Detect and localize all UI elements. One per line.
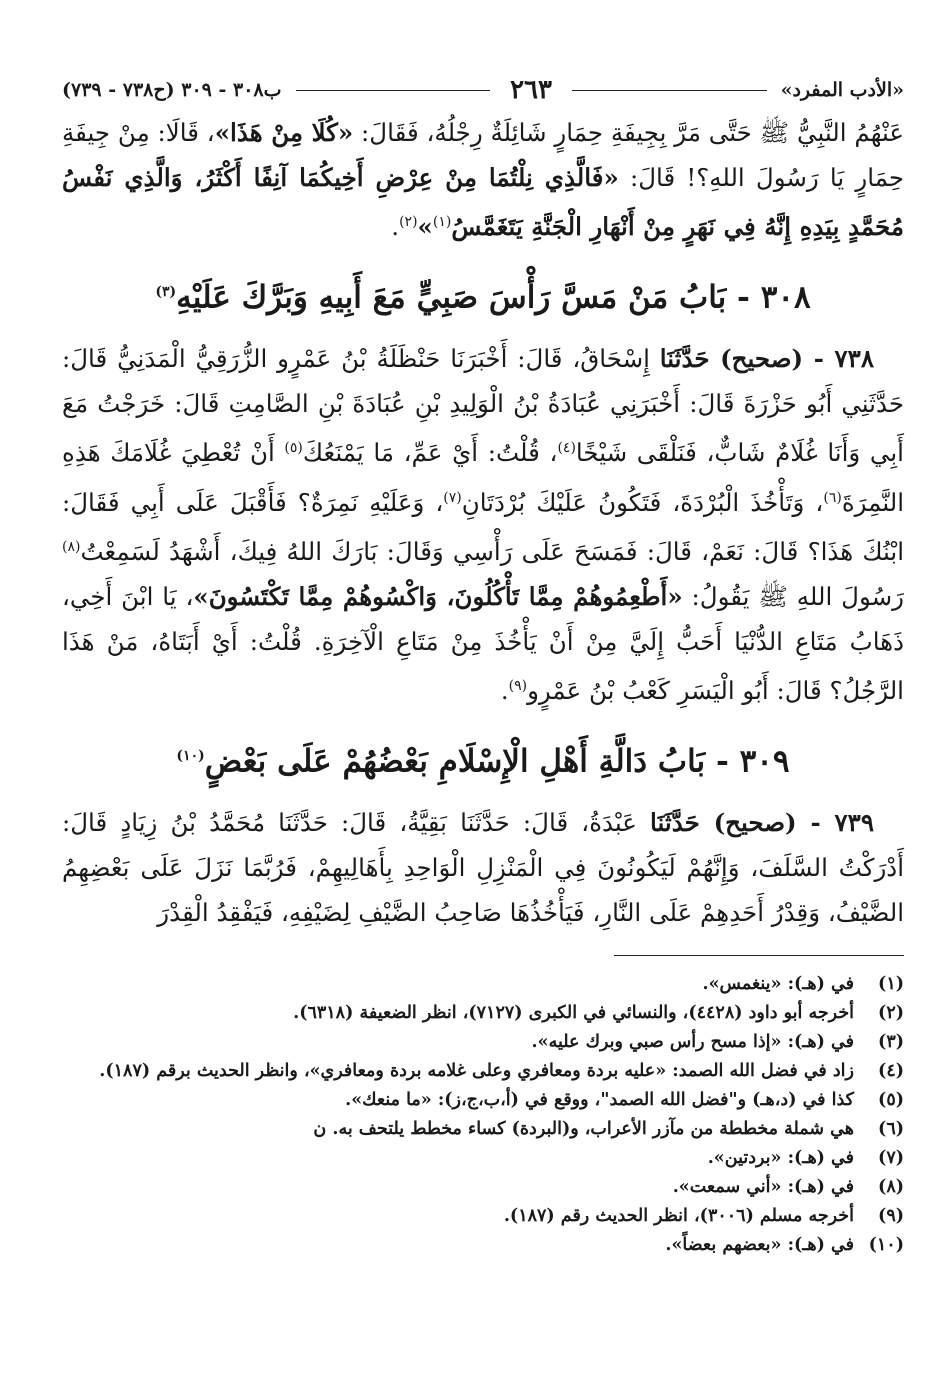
footnote-item: (٩) أخرجه مسلم (٣٠٠٦)، انظر الحديث رقم (١٨٧). bbox=[503, 1206, 904, 1227]
chapter-hadith-range: ب٣٠٨ - ٣٠٩ (ح٧٣٨ - ٧٣٩) bbox=[61, 79, 282, 101]
main-text bbox=[62, 110, 904, 935]
footnote-ref-10[interactable]: (١٠) bbox=[176, 748, 205, 765]
page-number: ٢٦٣ bbox=[510, 75, 552, 105]
footnotes bbox=[62, 970, 904, 1260]
footnote-ref-7[interactable]: (٧) bbox=[443, 489, 462, 506]
chapter-heading-308: ٣٠٨ - بَابُ مَنْ مَسَّ رَأْسَ صَبِيٍّ مَعَ أَبِيهِ وَبَرَّكَ عَلَيْهِ$^{(٣)}$ bbox=[155, 279, 811, 316]
footnote-item: (٨) في (هـ): «أني سمعت». bbox=[672, 1177, 904, 1198]
page bbox=[62, 70, 904, 1260]
footnote-ref-5[interactable]: (٥) bbox=[284, 440, 303, 457]
book-title: «الأدب المفرد» bbox=[780, 79, 904, 101]
footnote-separator bbox=[614, 955, 904, 956]
footnote-item: (٦) هي شملة مخططة من مآزر الأعراب، و(البردة) كساء مخطط يلتحف به. ن bbox=[313, 1119, 904, 1140]
footnote-ref-9[interactable]: (٩) bbox=[508, 677, 528, 694]
footnote-item: (٧) في (هـ): «بردتين». bbox=[707, 1148, 904, 1169]
footnote-item: (٢) أخرجه أبو داود (٤٤٢٨)، والنسائي في الكبرى (٧١٢٧)، انظر الضعيفة (٦٣١٨). bbox=[293, 1003, 904, 1024]
running-header bbox=[62, 70, 904, 110]
footnote-item: (١٠) في (هـ): «بعضهم بعضاً». bbox=[665, 1235, 904, 1256]
footnote-ref-4[interactable]: (٤) bbox=[557, 440, 576, 457]
footnote-ref-1[interactable]: (١) bbox=[432, 214, 452, 230]
header-rule-left bbox=[296, 90, 491, 91]
hadith-739: ٧٣٩ - (صحيح) حَدَّثَنَا عَبْدَةُ، قَالَ: حَدَّثَنَا بَقِيَّةُ، قَالَ: حَدَّثَنَا مُحَمَّدُ بْنُ زِيَادٍ قَالَ: أَدْرَكْتُ السَّلَفَ، وَإِنَّهُمْ لَيَكُونُونَ فِي الْمَنْزِلِ الْوَاحِدِ بِأَهَالِيهِمْ، فَرُبَّمَا نَزَلَ عَلَى بَعْضِهِمُ الضَّيْفُ، وَقِدْرُ أَحَدِهِمْ عَلَى النَّارِ، فَيَأْخُذُهَا صَاحِبُ الضَّيْفِ لِضَيْفِهِ، فَيَفْقِدُ الْقِدْرَ bbox=[62, 808, 904, 928]
footnote-item: (٥) كذا في (د،هـ) و"فضل الله الصمد"، ووقع في (أ،ب،ج،ز): «ما منعك». bbox=[345, 1090, 904, 1111]
footnote-ref-8[interactable]: (٨) bbox=[62, 538, 81, 555]
footnote-ref-3[interactable]: (٣) bbox=[155, 284, 177, 301]
chapter-heading-309: ٣٠٩ - بَابُ دَالَّةِ أَهْلِ الْإِسْلَامِ بَعْضُهُمْ عَلَى بَعْضٍ$^{(١٠)}$ bbox=[176, 743, 790, 780]
footnote-item: (٤) زاد في فضل الله الصمد: «عليه بردة ومعافري وعلى غلامه بردة ومعافري»، وانظر الحديث برقم (١٨٧). bbox=[99, 1061, 904, 1082]
footnote-ref-6[interactable]: (٦) bbox=[823, 489, 842, 506]
header-rule-right bbox=[572, 90, 767, 91]
hadith-738: ٧٣٨ - (صحيح) حَدَّثَنَا إِسْحَاقُ، قَالَ: أَخْبَرَنَا حَنْظَلَةُ بْنُ عَمْرٍو الزُّرَقِيُّ الْمَدَنِيُّ قَالَ: حَدَّثَنِي أَبُو حَزْرَةَ قَالَ: أَخْبَرَنِي عُبَادَةُ بْنُ الْوَلِيدِ بْنِ عُبَادَةَ بْنِ الصَّامِتِ قَالَ: خَرَجْتُ مَعَ أَبِي وَأَنَا غُلَامٌ شَابٌّ، فَنَلْقَى شَيْخًا$^{(٤)}$، قُلْتُ: أَيْ عَمِّ، مَا يَمْنَعُكَ$^{(٥)}$ أَنْ تُعْطِيَ غُلَامَكَ هَذِهِ النَّمِرَةَ$^{(٦)}$، وَتَأْخُذَ الْبُرْدَةَ، فَتَكُونُ عَلَيْكَ بُرْدَتَانِ$^{(٧)}$، وَعَلَيْهِ نَمِرَةٌ؟ فَأَقْبَلَ عَلَى أَبِي فَقَالَ: ابْنُكَ هَذَا؟ قَالَ: نَعَمْ، قَالَ: فَمَسَحَ عَلَى رَأْسِي وَقَالَ: بَارَكَ اللهُ فِيكَ، أَشْهَدُ لَسَمِعْتُ$^{(٨)}$ رَسُولَ اللهِ ﷺ يَقُولُ: «أَطْعِمُوهُمْ مِمَّا تَأْكُلُونَ، وَاكْسُوهُمْ مِمَّا تَكْتَسُونَ»، يَا ابْنَ أَخِي، ذَهَابُ مَتَاعِ الدُّنْيَا أَحَبُّ إِلَيَّ مِنْ أَنْ يَأْخُذَ مِنْ مَتَاعِ الْآخِرَةِ. قُلْتُ: أَيْ أَبَتَاهُ، مَنْ هَذَا الرَّجُلُ؟ قَالَ: أَبُو الْيَسَرِ كَعْبُ بْنُ عَمْرٍو$^{(٩)}$. bbox=[62, 344, 904, 706]
paragraph-continuation: عَنْهُمُ النَّبِيُّ ﷺ حَتَّى مَرَّ بِجِيفَةِ حِمَارٍ شَائِلَةٌ رِجْلُهُ، فَقَالَ: «كُلَا مِنْ هَذَا»، قَالَا: مِنْ جِيفَةِ حِمَارٍ يَا رَسُولَ اللهِ؟! قَالَ: «فَالَّذِي نِلْتُمَا مِنْ عِرْضِ أَخِيكُمَا آنِفًا أَكْثَرُ، وَالَّذِي نَفْسُ مُحَمَّدٍ بِيَدِهِ إِنَّهُ فِي نَهَرٍ مِنْ أَنْهَارِ الْجَنَّةِ يَتَغَمَّسُ$^{(١)}$»$^{(٢)}$. bbox=[62, 118, 905, 242]
footnote-ref-2[interactable]: (٢) bbox=[399, 214, 418, 230]
footnote-item: (١) في (هـ): «ينغمس». bbox=[702, 974, 904, 995]
footnote-item: (٣) في (هـ): «إذا مسح رأس صبي وبرك عليه». bbox=[531, 1032, 904, 1053]
